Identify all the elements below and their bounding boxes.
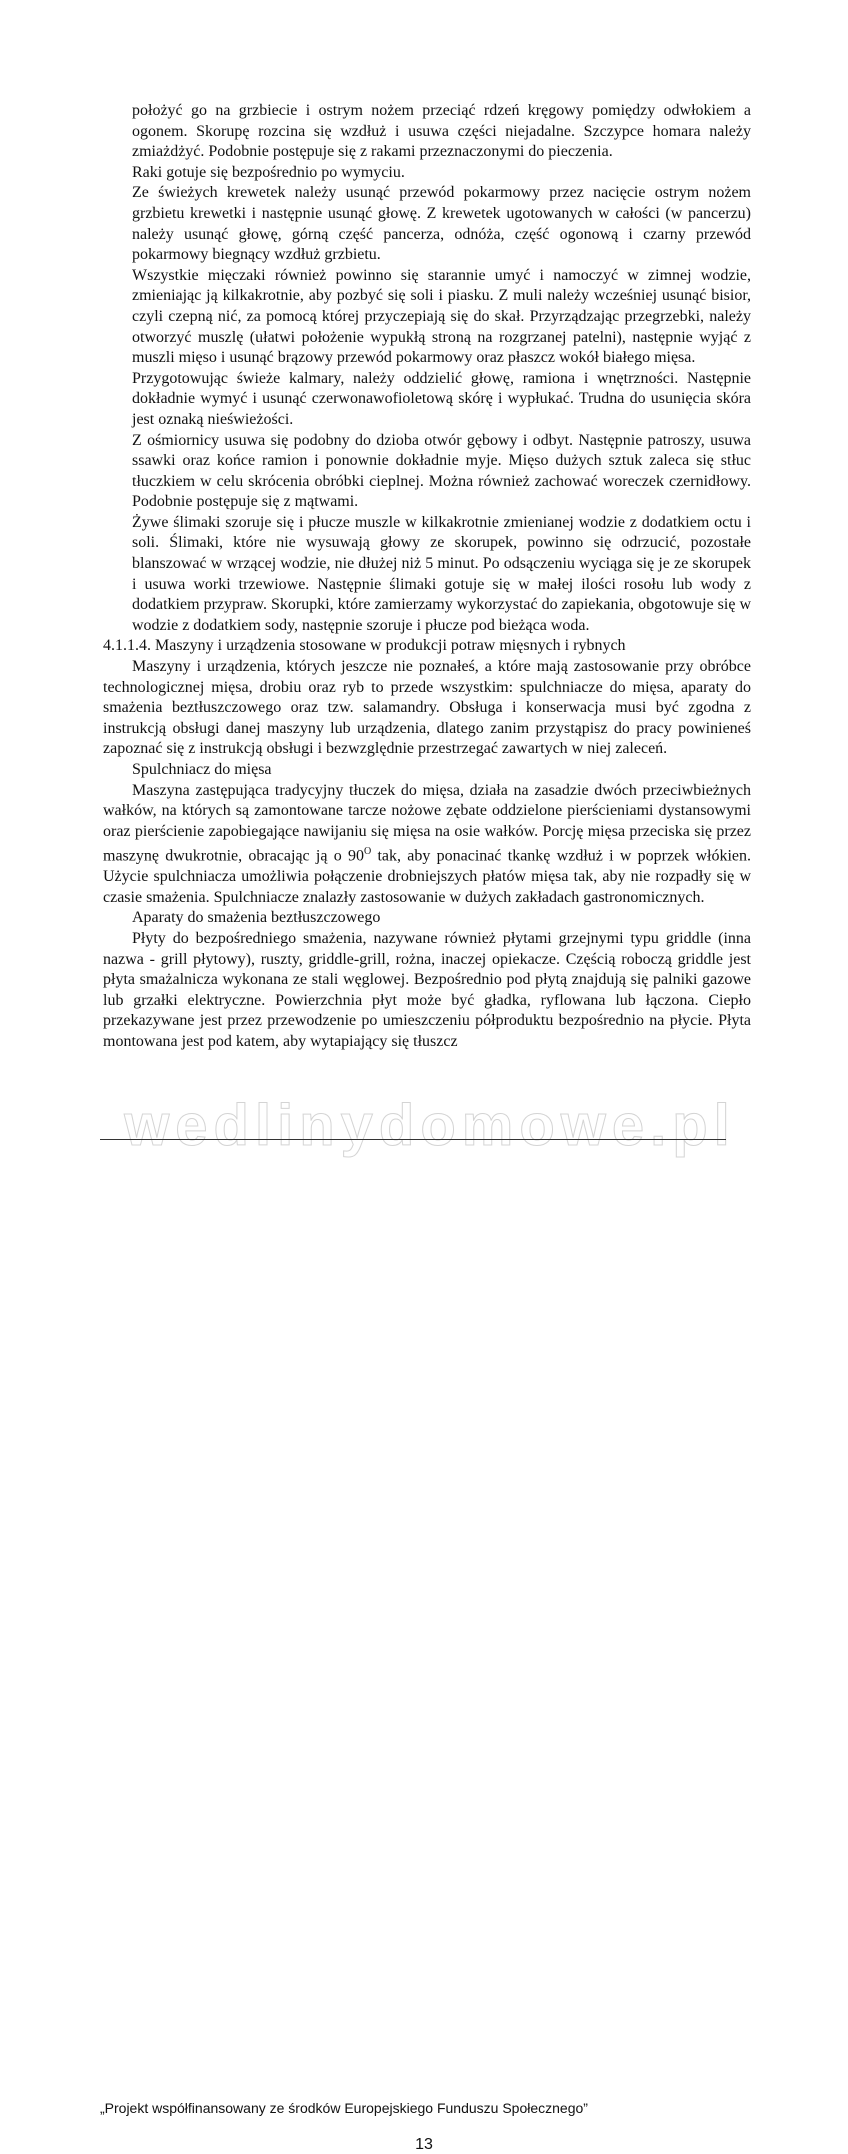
subsection-text-tenderizer [103,781,751,909]
subsection-text-griddle: Płyty do bezpośredniego smażenia, nazywane również płytami grzejnymi typu griddle (inna nazwa - grill płytowy), ruszty, griddle-grill, rożna, inaczej opiekacze. Częścią roboczą griddle jest płyta smażalnicza wykonana ze stali węglowej. Bezpośrednio pod płytą znajdują się palniki gazowe lub grzałki elektryczne. Powierzchnia płyt może być gładka, ryflowana lub łączona. Ciepło przekazywane jest przez przewodzenie po umieszczeniu półproduktu bezpośrednio na płycie. Płyta montowana jest pod katem, aby wytapiający się tłuszcz [103,930,751,1051]
body-text [103,101,751,1053]
page-number: 13 [415,2135,433,2153]
section-heading: 4.1.1.4. Maszyny i urządzenia stosowane w produkcji potraw mięsnych i rybnych [103,637,626,655]
paragraph-octopus: Z ośmiornicy usuwa się podobny do dzioba otwór gębowy i odbyt. Następnie patroszy, usuwa ssawki oraz końce ramion i ponownie dokładnie myje. Mięso dużych sztuk zaleca się stłuc tłuczkiem w celu skrócenia obróbki cieplnej. Można również zachować woreczek czernidłowy. Podobnie postępuje się z mątwami. [132,431,751,511]
section-intro: Maszyny i urządzenia, których jeszcze nie poznałeś, a które mają zastosowanie przy obróbce technologicznej mięsa, drobiu oraz ryb to przede wszystkim: spulchniacze do mięsa, aparaty do smażenia beztłuszczowego oraz tzw. salamandry. Obsługa i konserwacja musi być zgodna z instrukcją obsługi danej maszyny lub urządzenia, dlatego zanim przystąpisz do pracy powinieneś zapoznać się z instrukcją obsługi i bezwzględnie przestrzegać zawartych w niej zaleceń. [103,658,751,758]
paragraph-molluscs: Wszystkie mięczaki również powinno się starannie umyć i namoczyć w zimnej wodzie, zmieniając ją kilkakrotnie, aby pozbyć się soli i piasku. Z muli należy wcześniej usunąć bisior, czyli czepną nić, za pomocą której przyczepiają się do skał. Przyrządzając przegrzebki, należy otworzyć muszlę (ułatwi położenie wypukłą stroną na rozgrzanej patelni), następnie wyjąć z muszli mięso i usunąć brązowy przewód pokarmowy oraz płaszcz wokół białego mięsa. [132,266,751,367]
subsection-title-griddle: Aparaty do smażenia beztłuszczowego [132,909,381,927]
paragraph-lobster: położyć go na grzbiecie i ostrym nożem przeciąć rdzeń kręgowy pomiędzy odwłokiem a ogonem. Skorupę rozcina się wzdłuż i usuwa części niejadalne. Szczypce homara należy zmiażdżyć. Podobnie postępuje się z rakami przeznaczonymi do pieczenia. [132,102,751,161]
paragraph-shrimp: Ze świeżych krewetek należy usunąć przewód pokarmowy przez nacięcie ostrym nożem grzbietu krewetki i następnie usunąć głowę. Z krewetek ugotowanych w całości (w pancerzu) należy usunąć głowę, górną część pancerza, odnóża, część ogonową i czarny przewód pokarmowy biegnący wzdłuż grzbietu. [132,184,751,264]
tenderizer-text-part1: Maszyna zastępująca tradycyjny tłuczek do mięsa, działa na zasadzie dwóch przeciwbieżnych wałków, na których są zamontowane tarcze nożowe zębate oddzielone pierścieniami dystansowymi oraz pierścienie zapobiegające nawijaniu się mięsa na osie wałków. Porcję mięsa przeciska się przez maszynę dwukrotnie, obracając ją o 90 [103,781,751,865]
paragraph-crayfish: Raki gotuje się bezpośrednio po wymyciu. [132,163,405,181]
paragraph-squid: Przygotowując świeże kalmary, należy oddzielić głowę, ramiona i wnętrzności. Następnie dokładnie wymyć i usunąć czerwonawofioletową skórę i wypłukać. Trudna do usunięcia skóra jest oznaką nieświeżości. [132,369,751,428]
watermark: wedlinydomowe.pl [124,1093,736,1158]
degree-mark: O [363,846,372,858]
paragraph-snails: Żywe ślimaki szoruje się i płucze muszle w kilkakrotnie zmienianej wodzie z dodatkiem octu i soli. Ślimaki, które nie wysuwają głowy ze skorupek, powinno się odrzucić, pozostałe blanszować w wrzącej wodzie, nie dłużej niż 5 minut. Po odsączeniu wyciąga się je ze skorupek i usuwa worki trzewiowe. Następnie ślimaki gotuje się w małej ilości rosołu lub wody z dodatkiem przypraw. Skorupki, które zamierzamy wykorzystać do zapiekania, obgotowuje się w wodzie z dodatkiem sody, następnie szoruje i płucze pod bieżąca woda. [132,513,751,634]
subsection-title-tenderizer: Spulchniacz do mięsa [132,761,272,778]
footer-note: „Projekt współfinansowany ze środków Europejskiego Funduszu Społecznego” [100,2099,588,2116]
footer-divider [100,1139,726,1140]
tenderizer-text-part2: tak, aby ponacinać tkankę wzdłuż i w poprzek włókien. Użycie spulchniacza umożliwia połączenie drobniejszych płatów mięsa tak, aby nie rozpadły się w czasie smażenia. Spulchniacze znalazły zastosowanie w dużych zakładach gastronomicznych. [103,847,751,906]
